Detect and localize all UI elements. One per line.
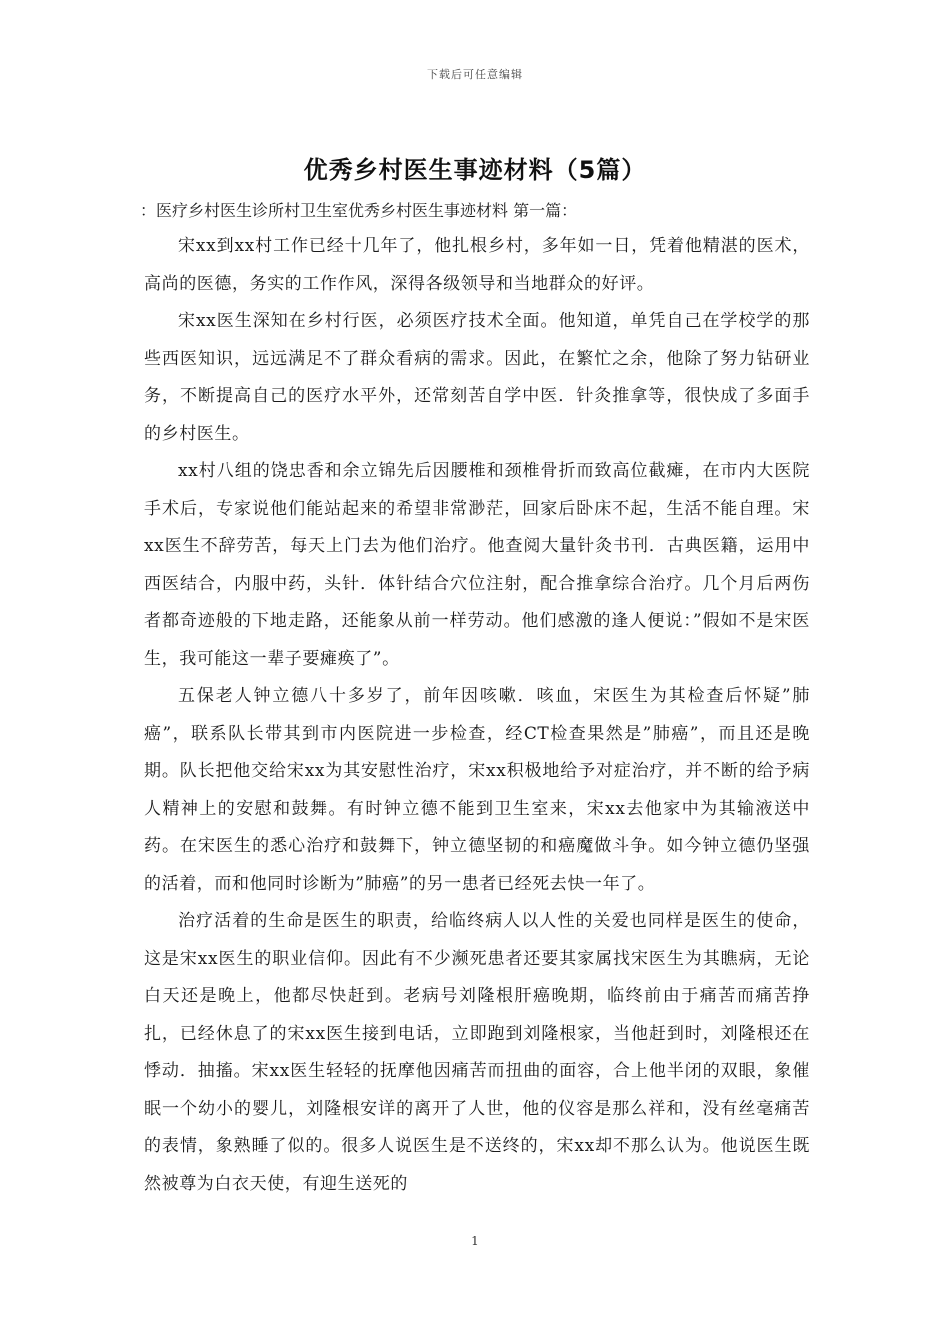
document-title: 优秀乡村医生事迹材料（5篇）: [303, 156, 647, 184]
document-body: [144, 228, 810, 1203]
paragraph-1: 宋xx到xx村工作已经十几年了，他扎根乡村，多年如一日，凭着他精湛的医术，高尚的医德，务实的工作作风，深得各级领导和当地群众的好评。: [144, 236, 810, 294]
header-note: 下载后可任意编辑: [427, 68, 523, 81]
page-number: 1: [471, 1234, 479, 1248]
document-subtitle: ：医疗乡村医生诊所村卫生室优秀乡村医生事迹材料 第一篇：: [140, 201, 578, 220]
paragraph-3: xx村八组的饶忠香和余立锦先后因腰椎和颈椎骨折而致高位截瘫，在市内大医院手术后，专家说他们能站起来的希望非常渺茫，回家后卧床不起，生活不能自理。宋xx医生不辞劳苦，每天上门去为他们治疗。他查阅大量针灸书刊．古典医籍，运用中西医结合，内服中药，头针．体针结合穴位注射，配合推拿综合治疗。几个月后两伤者都奇迹般的下地走路，还能象从前一样劳动。他们感激的逢人便说：”假如不是宋医生，我可能这一辈子要瘫痪了”。: [144, 461, 810, 669]
paragraph-4: 五保老人钟立德八十多岁了，前年因咳嗽．咳血，宋医生为其检查后怀疑”肺癌”，联系队长带其到市内医院进一步检查，经CT检查果然是”肺癌”，而且还是晚期。队长把他交给宋xx为其安慰性治疗，宋xx积极地给予对症治疗，并不断的给予病人精神上的安慰和鼓舞。有时钟立德不能到卫生室来，宋xx去他家中为其输液送中药。在宋医生的悉心治疗和鼓舞下，钟立德坚韧的和癌魔做斗争。如今钟立德仍坚强的活着，而和他同时诊断为”肺癌”的另一患者已经死去快一年了。: [144, 686, 810, 894]
paragraph-5: 治疗活着的生命是医生的职责，给临终病人以人性的关爱也同样是医生的使命，这是宋xx医生的职业信仰。因此有不少濒死患者还要其家属找宋医生为其瞧病，无论白天还是晚上，他都尽快赶到。老病号刘隆根肝癌晚期，临终前由于痛苦而痛苦挣扎，已经休息了的宋xx医生接到电话，立即跑到刘隆根家，当他赶到时，刘隆根还在悸动．抽搐。宋xx医生轻轻的抚摩他因痛苦而扭曲的面容，合上他半闭的双眼，象催眠一个幼小的婴儿，刘隆根安详的离开了人世，他的仪容是那么祥和，没有丝毫痛苦的表情，象熟睡了似的。很多人说医生是不送终的，宋xx却不那么认为。他说医生既然被尊为白衣天使，有迎生送死的: [144, 911, 810, 1194]
paragraph-2: 宋xx医生深知在乡村行医，必须医疗技术全面。他知道，单凭自己在学校学的那些西医知识，远远满足不了群众看病的需求。因此，在繁忙之余，他除了努力钻研业务，不断提高自己的医疗水平外，还常刻苦自学中医．针灸推拿等，很快成了多面手的乡村医生。: [144, 311, 810, 444]
